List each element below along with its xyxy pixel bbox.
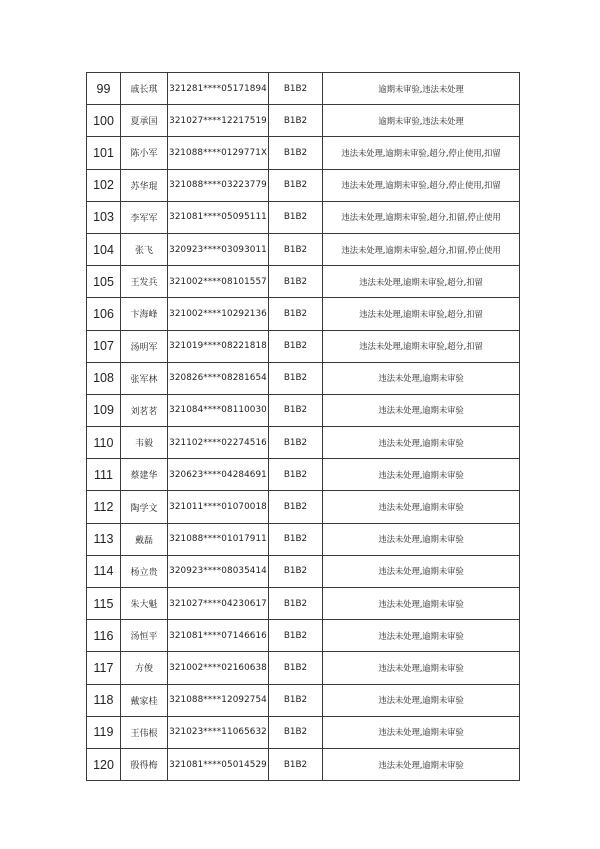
license-class-cell: B1B2 (269, 491, 323, 523)
driver-name-cell: 戚长琪 (121, 73, 168, 105)
license-class-cell: B1B2 (269, 201, 323, 233)
row-number-cell: 104 (87, 233, 121, 265)
row-number-cell: 120 (87, 748, 121, 780)
driver-name-cell: 汤明军 (121, 330, 168, 362)
id-number-cell: 321081****05014529 (168, 748, 269, 780)
driver-name-cell: 殷得梅 (121, 748, 168, 780)
license-class-cell: B1B2 (269, 169, 323, 201)
license-class-cell: B1B2 (269, 233, 323, 265)
license-class-cell: B1B2 (269, 620, 323, 652)
row-number-cell: 106 (87, 298, 121, 330)
id-number-cell: 321002****10292136 (168, 298, 269, 330)
row-number-cell: 109 (87, 394, 121, 426)
id-number-cell: 321084****08110030 (168, 394, 269, 426)
id-number-cell: 321023****11065632 (168, 716, 269, 748)
license-status-cell: 违法未处理,逾期未审验 (323, 652, 520, 684)
table-row (87, 620, 520, 652)
license-class-cell: B1B2 (269, 330, 323, 362)
table-row (87, 298, 520, 330)
row-number-cell: 117 (87, 652, 121, 684)
table-row (87, 137, 520, 169)
row-number-cell: 99 (87, 73, 121, 105)
table-row (87, 684, 520, 716)
driver-name-cell: 方俊 (121, 652, 168, 684)
table-row (87, 362, 520, 394)
table-row (87, 491, 520, 523)
row-number-cell: 115 (87, 588, 121, 620)
id-number-cell: 321281****05171894 (168, 73, 269, 105)
table-row (87, 652, 520, 684)
id-number-cell: 321088****12092754 (168, 684, 269, 716)
license-status-cell: 违法未处理,逾期未审验 (323, 684, 520, 716)
id-number-cell: 320923****03093011 (168, 233, 269, 265)
row-number-cell: 100 (87, 105, 121, 137)
table-row (87, 716, 520, 748)
driver-name-cell: 朱大魁 (121, 588, 168, 620)
id-number-cell: 321102****02274516 (168, 427, 269, 459)
table-row (87, 555, 520, 587)
id-number-cell: 321019****08221818 (168, 330, 269, 362)
license-class-cell: B1B2 (269, 459, 323, 491)
license-class-cell: B1B2 (269, 362, 323, 394)
id-number-cell: 321081****07146616 (168, 620, 269, 652)
row-number-cell: 110 (87, 427, 121, 459)
id-number-cell: 321027****04230617 (168, 588, 269, 620)
license-status-cell: 违法未处理,逾期未审验 (323, 491, 520, 523)
id-number-cell: 320923****08035414 (168, 555, 269, 587)
driver-name-cell: 王发兵 (121, 266, 168, 298)
table-body (87, 73, 520, 781)
id-number-cell: 321027****12217519 (168, 105, 269, 137)
license-status-cell: 违法未处理,逾期未审验,超分,停止使用,扣留 (323, 137, 520, 169)
table-row (87, 588, 520, 620)
license-status-cell: 违法未处理,逾期未审验 (323, 427, 520, 459)
license-status-cell: 违法未处理,逾期未审验,超分,停止使用,扣留 (323, 169, 520, 201)
license-status-cell: 违法未处理,逾期未审验 (323, 459, 520, 491)
id-number-cell: 321088****0129771X (168, 137, 269, 169)
license-status-cell: 逾期未审验,违法未处理 (323, 105, 520, 137)
driver-name-cell: 刘茗茗 (121, 394, 168, 426)
license-class-cell: B1B2 (269, 298, 323, 330)
table-row (87, 394, 520, 426)
row-number-cell: 119 (87, 716, 121, 748)
license-class-cell: B1B2 (269, 266, 323, 298)
row-number-cell: 112 (87, 491, 121, 523)
driver-name-cell: 夏承国 (121, 105, 168, 137)
license-class-cell: B1B2 (269, 716, 323, 748)
license-status-cell: 违法未处理,逾期未审验 (323, 620, 520, 652)
id-number-cell: 321011****01070018 (168, 491, 269, 523)
license-status-cell: 违法未处理,逾期未审验,超分,扣留,停止使用 (323, 201, 520, 233)
driver-name-cell: 蔡建华 (121, 459, 168, 491)
license-status-cell: 违法未处理,逾期未审验 (323, 555, 520, 587)
license-status-cell: 违法未处理,逾期未审验 (323, 588, 520, 620)
license-status-cell: 违法未处理,逾期未审验 (323, 748, 520, 780)
license-class-cell: B1B2 (269, 588, 323, 620)
table-row (87, 233, 520, 265)
driver-name-cell: 戴磊 (121, 523, 168, 555)
license-class-cell: B1B2 (269, 748, 323, 780)
id-number-cell: 321088****03223779 (168, 169, 269, 201)
id-number-cell: 320623****04284691 (168, 459, 269, 491)
table-row (87, 266, 520, 298)
license-class-cell: B1B2 (269, 394, 323, 426)
license-status-cell: 违法未处理,逾期未审验 (323, 716, 520, 748)
id-number-cell: 320826****08281654 (168, 362, 269, 394)
driver-name-cell: 张军林 (121, 362, 168, 394)
driver-name-cell: 卞海峰 (121, 298, 168, 330)
driver-name-cell: 陶学文 (121, 491, 168, 523)
row-number-cell: 108 (87, 362, 121, 394)
license-status-cell: 违法未处理,逾期未审验 (323, 523, 520, 555)
row-number-cell: 102 (87, 169, 121, 201)
license-class-cell: B1B2 (269, 73, 323, 105)
row-number-cell: 107 (87, 330, 121, 362)
id-number-cell: 321088****01017911 (168, 523, 269, 555)
license-class-cell: B1B2 (269, 523, 323, 555)
table-row (87, 427, 520, 459)
row-number-cell: 105 (87, 266, 121, 298)
row-number-cell: 118 (87, 684, 121, 716)
driver-name-cell: 汤恒平 (121, 620, 168, 652)
row-number-cell: 116 (87, 620, 121, 652)
license-class-cell: B1B2 (269, 652, 323, 684)
license-class-cell: B1B2 (269, 684, 323, 716)
row-number-cell: 103 (87, 201, 121, 233)
row-number-cell: 113 (87, 523, 121, 555)
driver-name-cell: 陈小军 (121, 137, 168, 169)
driver-name-cell: 李军军 (121, 201, 168, 233)
license-status-cell: 违法未处理,逾期未审验 (323, 362, 520, 394)
driver-name-cell: 王伟根 (121, 716, 168, 748)
license-class-cell: B1B2 (269, 555, 323, 587)
id-number-cell: 321002****08101557 (168, 266, 269, 298)
table-row (87, 169, 520, 201)
license-status-cell: 逾期未审验,违法未处理 (323, 73, 520, 105)
row-number-cell: 101 (87, 137, 121, 169)
license-status-cell: 违法未处理,逾期未审验,超分,扣留 (323, 266, 520, 298)
table-row (87, 330, 520, 362)
license-class-cell: B1B2 (269, 427, 323, 459)
license-status-cell: 违法未处理,逾期未审验,超分,扣留 (323, 330, 520, 362)
driver-name-cell: 戴家桂 (121, 684, 168, 716)
table-row (87, 459, 520, 491)
table-row (87, 523, 520, 555)
driver-name-cell: 韦毅 (121, 427, 168, 459)
driver-name-cell: 杨立贵 (121, 555, 168, 587)
table-row (87, 73, 520, 105)
license-class-cell: B1B2 (269, 137, 323, 169)
driver-name-cell: 苏华琨 (121, 169, 168, 201)
id-number-cell: 321081****05095111 (168, 201, 269, 233)
row-number-cell: 114 (87, 555, 121, 587)
license-status-cell: 违法未处理,逾期未审验,超分,扣留,停止使用 (323, 233, 520, 265)
table-row (87, 748, 520, 780)
driver-name-cell: 张飞 (121, 233, 168, 265)
license-status-cell: 违法未处理,逾期未审验 (323, 394, 520, 426)
table-row (87, 105, 520, 137)
license-class-cell: B1B2 (269, 105, 323, 137)
license-status-cell: 违法未处理,逾期未审验,超分,扣留 (323, 298, 520, 330)
driver-status-table (86, 72, 520, 781)
row-number-cell: 111 (87, 459, 121, 491)
id-number-cell: 321002****02160638 (168, 652, 269, 684)
table-row (87, 201, 520, 233)
